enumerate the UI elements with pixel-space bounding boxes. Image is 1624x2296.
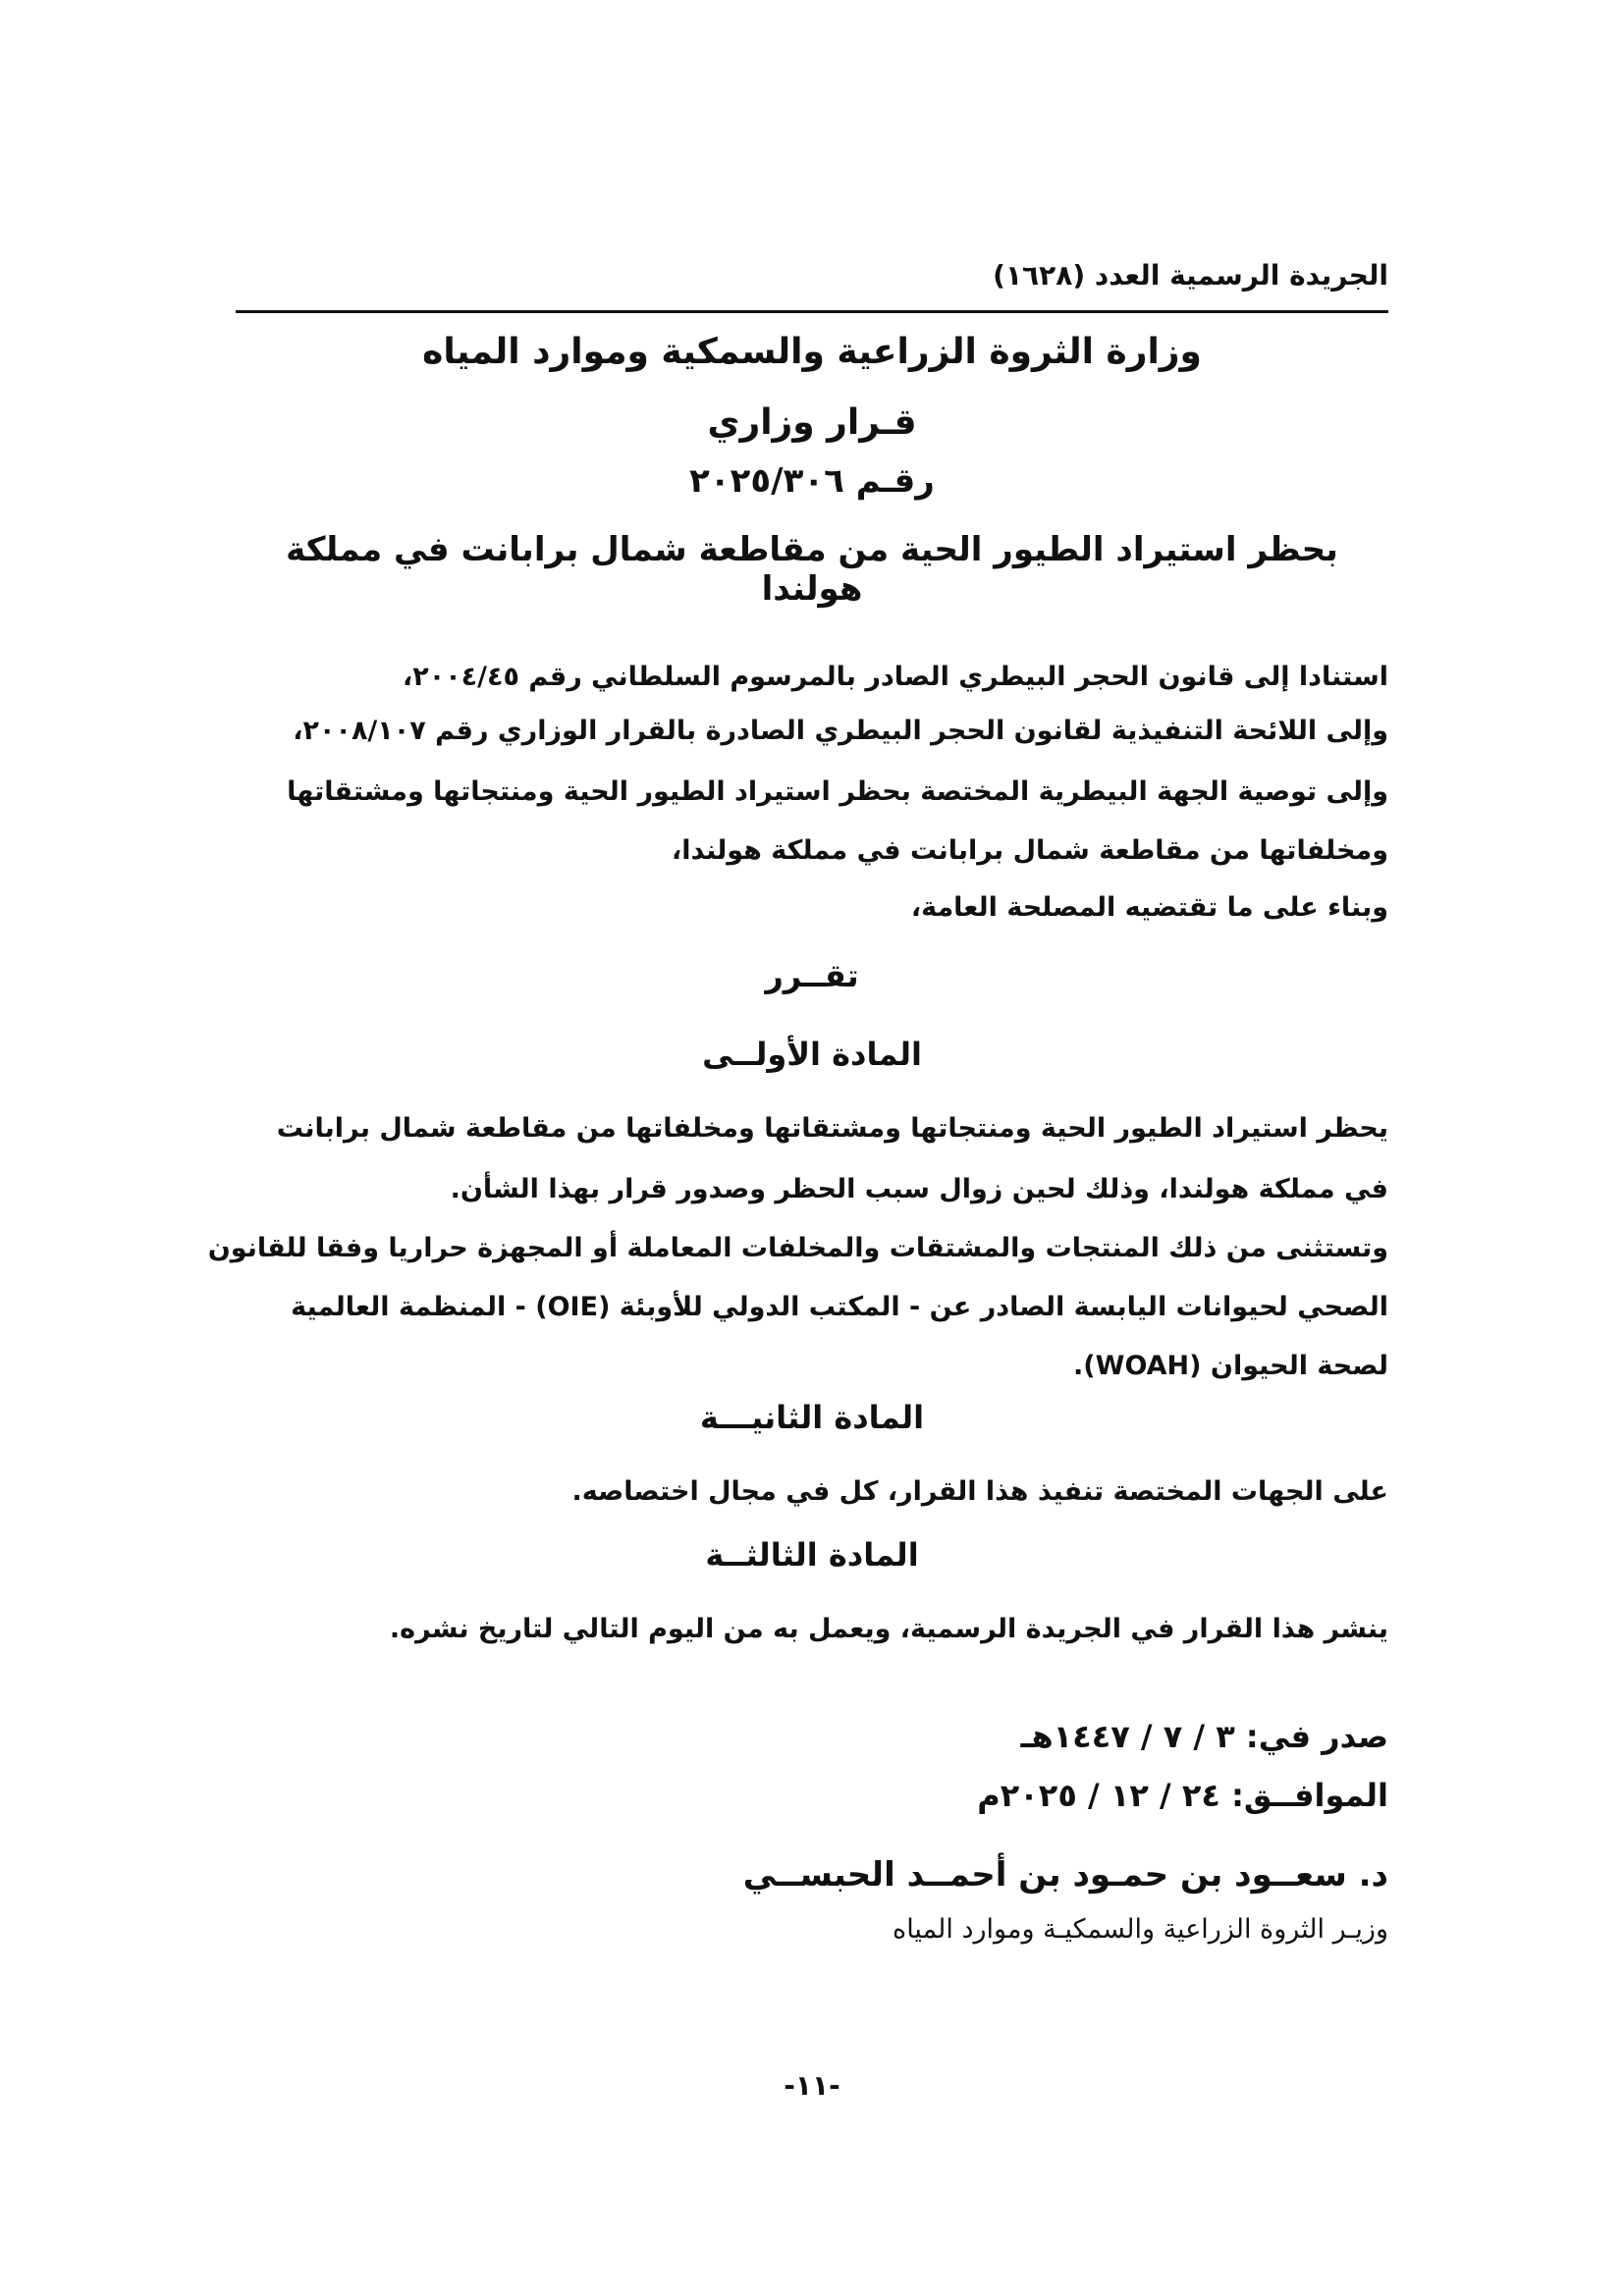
signer-title: وزيـر الثروة الزراعية والسمكيـة وموارد المياه [893,1914,1388,1945]
decides-heading: تقــرر [765,957,859,994]
preamble-line: ومخلفاتها من مقاطعة شمال برابانت في مملكة هولندا، [671,835,1388,866]
decision-type: قـرار وزاري [707,402,917,443]
page-number: -١١- [784,2069,840,2102]
preamble-line: وإلى توصية الجهة البيطرية المختصة بحظر استيراد الطيور الحية ومنتجاتها ومشتقاتها [287,776,1388,807]
preamble-line: وبناء على ما تقتضيه المصلحة العامة، [910,892,1388,923]
article-1-line: في مملكة هولندا، وذلك لحين زوال سبب الحظر وصدور قرار بهذا الشأن. [450,1174,1388,1204]
article-1-heading: المادة الأولــى [702,1036,922,1073]
issued-date: صدر في: ٣ / ٧ / ١٤٤٧هـ [1020,1718,1388,1755]
corresponding-date: الموافــق: ٢٤ / ١٢ / ٢٠٢٥م [977,1777,1388,1814]
article-1-line: وتستثنى من ذلك المنتجات والمشتقات والمخلفات المعاملة أو المجهزة حراريا وفقا للقانون [207,1233,1388,1263]
article-3-heading: المادة الثالثــة [705,1536,919,1574]
article-1-line: لصحة الحيوان (WOAH). [1073,1351,1388,1381]
article-2-heading: المادة الثانيـــة [699,1399,925,1436]
article-1-line: يحظر استيراد الطيور الحية ومنتجاتها ومشتقاتها ومخلفاتها من مقاطعة شمال برابانت [276,1113,1388,1144]
gazette-issue-label: الجريدة الرسمية العدد (١٦٢٨) [993,259,1388,292]
article-3-text: ينشر هذا القرار في الجريدة الرسمية، ويعمل به من اليوم التالي لتاريخ نشره. [389,1614,1388,1644]
article-1-line: الصحي لحيوانات اليابسة الصادر عن - المكتب الدولي للأوبئة (OIE) - المنظمة العالمية [291,1292,1388,1322]
signer-name: د. سعــود بن حمـود بن أحمــد الحبســي [742,1855,1388,1895]
article-2-text: على الجهات المختصة تنفيذ هذا القرار، كل في مجال اختصاصه. [571,1476,1388,1507]
gazette-header [236,255,1388,313]
preamble-line: وإلى اللائحة التنفيذية لقانون الحجر البيطري الصادرة بالقرار الوزاري رقم ٢٠٠٨/١٠٧، [293,716,1388,746]
ministry-name: وزارة الثروة الزراعية والسمكية وموارد المياه [422,332,1202,372]
decision-number: رقـم ٢٠٢٥/٣٠٦ [689,461,935,501]
preamble-line: استنادا إلى قانون الحجر البيطري الصادر بالمرسوم السلطاني رقم ٢٠٠٤/٤٥، [402,662,1388,692]
decision-subject: بحظر استيراد الطيور الحية من مقاطعة شمال برابانت في مملكة هولندا [286,530,1338,609]
